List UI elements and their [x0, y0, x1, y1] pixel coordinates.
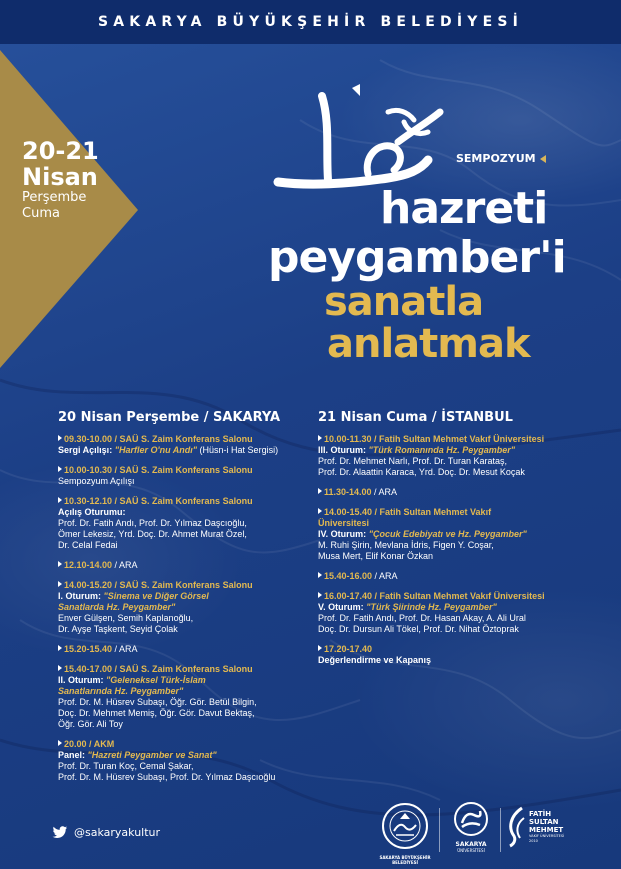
session-detail-line: Panel: "Hazreti Peygamber ve Sanat" — [58, 750, 217, 760]
program-session — [318, 434, 578, 478]
program-session — [58, 644, 313, 655]
arrow-left-icon — [540, 155, 546, 163]
session-detail-line: M. Ruhi Şirin, Mevlana İdris, Figen Y. Coşar, — [318, 540, 494, 550]
session-time-venue: 17.20-17.40 — [318, 644, 578, 655]
date-days: 20-21 — [22, 137, 99, 165]
session-time-venue: 12.10-14.00 / ARA — [58, 560, 313, 571]
bullet-triangle-icon — [58, 466, 62, 472]
program-session — [318, 591, 578, 635]
session-detail-line: II. Oturum: "Geleneksel Türk-İslam — [58, 675, 206, 685]
program-day1 — [58, 410, 313, 792]
program-session — [58, 580, 313, 635]
session-detail-line: Prof. Dr. Fatih Andı, Prof. Dr. Yılmaz Daşcıoğlu, — [58, 518, 247, 528]
date-day1: Perşembe — [22, 190, 87, 205]
session-detail-line: Sergi Açılışı: "Harfler O'nu Andı" (Hüsn-i Hat Sergisi) — [58, 445, 279, 455]
session-detail-line: Doç. Dr. Dursun Ali Tökel, Prof. Dr. Nihat Öztoprak — [318, 624, 519, 634]
program-session — [318, 644, 578, 666]
program-session — [58, 496, 313, 551]
bullet-triangle-icon — [318, 508, 322, 514]
logo1-text: SAKARYA BÜYÜKŞEHİR BELEDİYESİ — [379, 855, 431, 865]
bullet-triangle-icon — [318, 592, 322, 598]
calligraphy-muhammad — [268, 82, 448, 192]
session-detail-line: Prof. Dr. M. Hüsrev Subaşı, Prof. Dr. Yılmaz Daşcıoğlu — [58, 772, 276, 782]
day1-sessions — [58, 434, 313, 783]
session-time-venue: 16.00-17.40 / Fatih Sultan Mehmet Vakıf Üniversitesi — [318, 591, 578, 602]
logo3-sub: VAKIF ÜNİVERSİTESİ — [529, 834, 565, 838]
session-detail-line: Prof. Dr. Alaattin Karaca, Yrd. Doç. Dr. Mesut Koçak — [318, 467, 525, 477]
bullet-triangle-icon — [318, 488, 322, 494]
session-detail-line: Açılış Oturumu: — [58, 507, 126, 517]
session-time-venue: 10.00-10.30 / SAÜ S. Zaim Konferans Salonu — [58, 465, 313, 476]
program-session — [58, 465, 313, 487]
session-detail-line: Dr. Ayşe Taşkent, Seyid Çolak — [58, 624, 178, 634]
logo2-text: SAKARYA — [455, 841, 487, 848]
bullet-triangle-icon — [58, 435, 62, 441]
title-line-1: hazreti — [380, 183, 548, 234]
session-detail-line: IV. Oturum: "Çocuk Edebiyatı ve Hz. Peygamber" — [318, 529, 527, 539]
sakarya-municipality-logo — [376, 801, 434, 865]
bullet-triangle-icon — [318, 572, 322, 578]
program-session — [58, 434, 313, 456]
event-type-label: SEMPOZYUM — [456, 152, 536, 165]
day2-sessions — [318, 434, 578, 666]
bullet-triangle-icon — [58, 497, 62, 503]
session-time-venue: 20.00 / AKM — [58, 739, 313, 750]
logo-divider-1 — [439, 808, 440, 852]
twitter-account[interactable] — [52, 826, 160, 839]
date-month: Nisan — [22, 163, 98, 191]
session-detail-line: Prof. Dr. Mehmet Narlı, Prof. Dr. Turan Karataş, — [318, 456, 508, 466]
organization-name: SAKARYA BÜYÜKŞEHİR BELEDİYESİ — [97, 14, 524, 30]
session-detail-line: III. Oturum: "Türk Romanında Hz. Peygamber" — [318, 445, 516, 455]
session-detail-line: V. Oturum: "Türk Şiirinde Hz. Peygamber" — [318, 602, 497, 612]
session-detail-line: Musa Mert, Elif Konar Özkan — [318, 551, 434, 561]
fsm-emblem-icon — [504, 806, 526, 848]
session-detail-line: Sempozyum Açılışı — [58, 476, 135, 486]
program-session — [58, 739, 313, 783]
day1-title: 20 Nisan Perşembe / SAKARYA — [58, 410, 281, 425]
session-time-venue: 10.30-12.10 / SAÜ S. Zaim Konferans Salonu — [58, 496, 313, 507]
municipality-seal-icon — [376, 801, 434, 851]
session-detail-line: Enver Gülşen, Semih Kaplanoğlu, — [58, 613, 194, 623]
logo3-line2: SULTAN — [529, 818, 559, 826]
session-time-venue: 11.30-14.00 / ARA — [318, 487, 578, 498]
program-session — [318, 487, 578, 498]
session-time-venue: 15.20-15.40 / ARA — [58, 644, 313, 655]
program-session — [58, 560, 313, 571]
bullet-triangle-icon — [318, 645, 322, 651]
program-session — [318, 507, 578, 562]
bullet-triangle-icon — [58, 665, 62, 671]
session-time-venue: 14.00-15.40 / Fatih Sultan Mehmet Vakıf — [318, 507, 578, 518]
university-emblem-icon — [446, 801, 496, 837]
event-type — [456, 152, 546, 165]
logo-divider-2 — [500, 808, 501, 852]
session-time-venue: 14.00-15.20 / SAÜ S. Zaim Konferans Salonu — [58, 580, 313, 591]
date-block — [22, 138, 142, 222]
session-detail-line: Sanatlarında Hz. Peygamber" — [58, 686, 184, 696]
title-line-4: anlatmak — [327, 321, 530, 367]
twitter-bird-icon — [52, 826, 68, 839]
session-detail-line: Değerlendirme ve Kapanış — [318, 655, 432, 665]
twitter-handle: @sakaryakultur — [74, 826, 161, 839]
session-detail-line: Ömer Lekesiz, Yrd. Doç. Dr. Ahmet Murat Özel, — [58, 529, 247, 539]
session-detail-line: Prof. Dr. M. Hüsrev Subaşı, Öğr. Gör. Betül Bilgin, — [58, 697, 257, 707]
logo3-line3: MEHMET — [529, 826, 564, 834]
session-time-venue: 10.00-11.30 / Fatih Sultan Mehmet Vakıf Üniversitesi — [318, 434, 578, 445]
bullet-triangle-icon — [58, 645, 62, 651]
sakarya-university-logo — [446, 801, 496, 853]
session-detail-line: I. Oturum: "Sinema ve Diğer Görsel — [58, 591, 209, 601]
session-detail-line: Prof. Dr. Turan Koç, Cemal Şakar, — [58, 761, 194, 771]
logo2-sub: ÜNİVERSİTESİ — [457, 848, 485, 853]
title-line-2: peygamber'i — [268, 232, 566, 283]
title-line-3: sanatla — [324, 279, 484, 325]
bullet-triangle-icon — [58, 561, 62, 567]
program-session — [58, 664, 313, 730]
logo3-year: 2010 — [529, 839, 538, 843]
session-detail-line: Dr. Celal Fedai — [58, 540, 118, 550]
bullet-triangle-icon — [58, 581, 62, 587]
session-detail-line: Öğr. Gör. Ali Toy — [58, 719, 123, 729]
session-time-venue: 15.40-17.00 / SAÜ S. Zaim Konferans Salonu — [58, 664, 313, 675]
session-time-venue: 09.30-10.00 / SAÜ S. Zaim Konferans Salonu — [58, 434, 313, 445]
session-detail-line: Üniversitesi — [318, 518, 370, 528]
date-day2: Cuma — [22, 206, 60, 221]
bullet-triangle-icon — [58, 740, 62, 746]
day2-title: 21 Nisan Cuma / İSTANBUL — [318, 410, 513, 425]
session-detail-line: Doç. Dr. Mehmet Memiş, Öğr. Gör. Davut Bektaş, — [58, 708, 255, 718]
fsm-university-logo — [504, 806, 574, 848]
header-bar — [0, 0, 621, 44]
program-day2 — [318, 410, 578, 675]
session-time-venue: 15.40-16.00 / ARA — [318, 571, 578, 582]
session-detail-line: Sanatlarda Hz. Peygamber" — [58, 602, 176, 612]
bullet-triangle-icon — [318, 435, 322, 441]
program-session — [318, 571, 578, 582]
session-detail-line: Prof. Dr. Fatih Andı, Prof. Dr. Hasan Akay, A. Ali Ural — [318, 613, 526, 623]
logo3-line1: FATİH — [529, 810, 552, 818]
